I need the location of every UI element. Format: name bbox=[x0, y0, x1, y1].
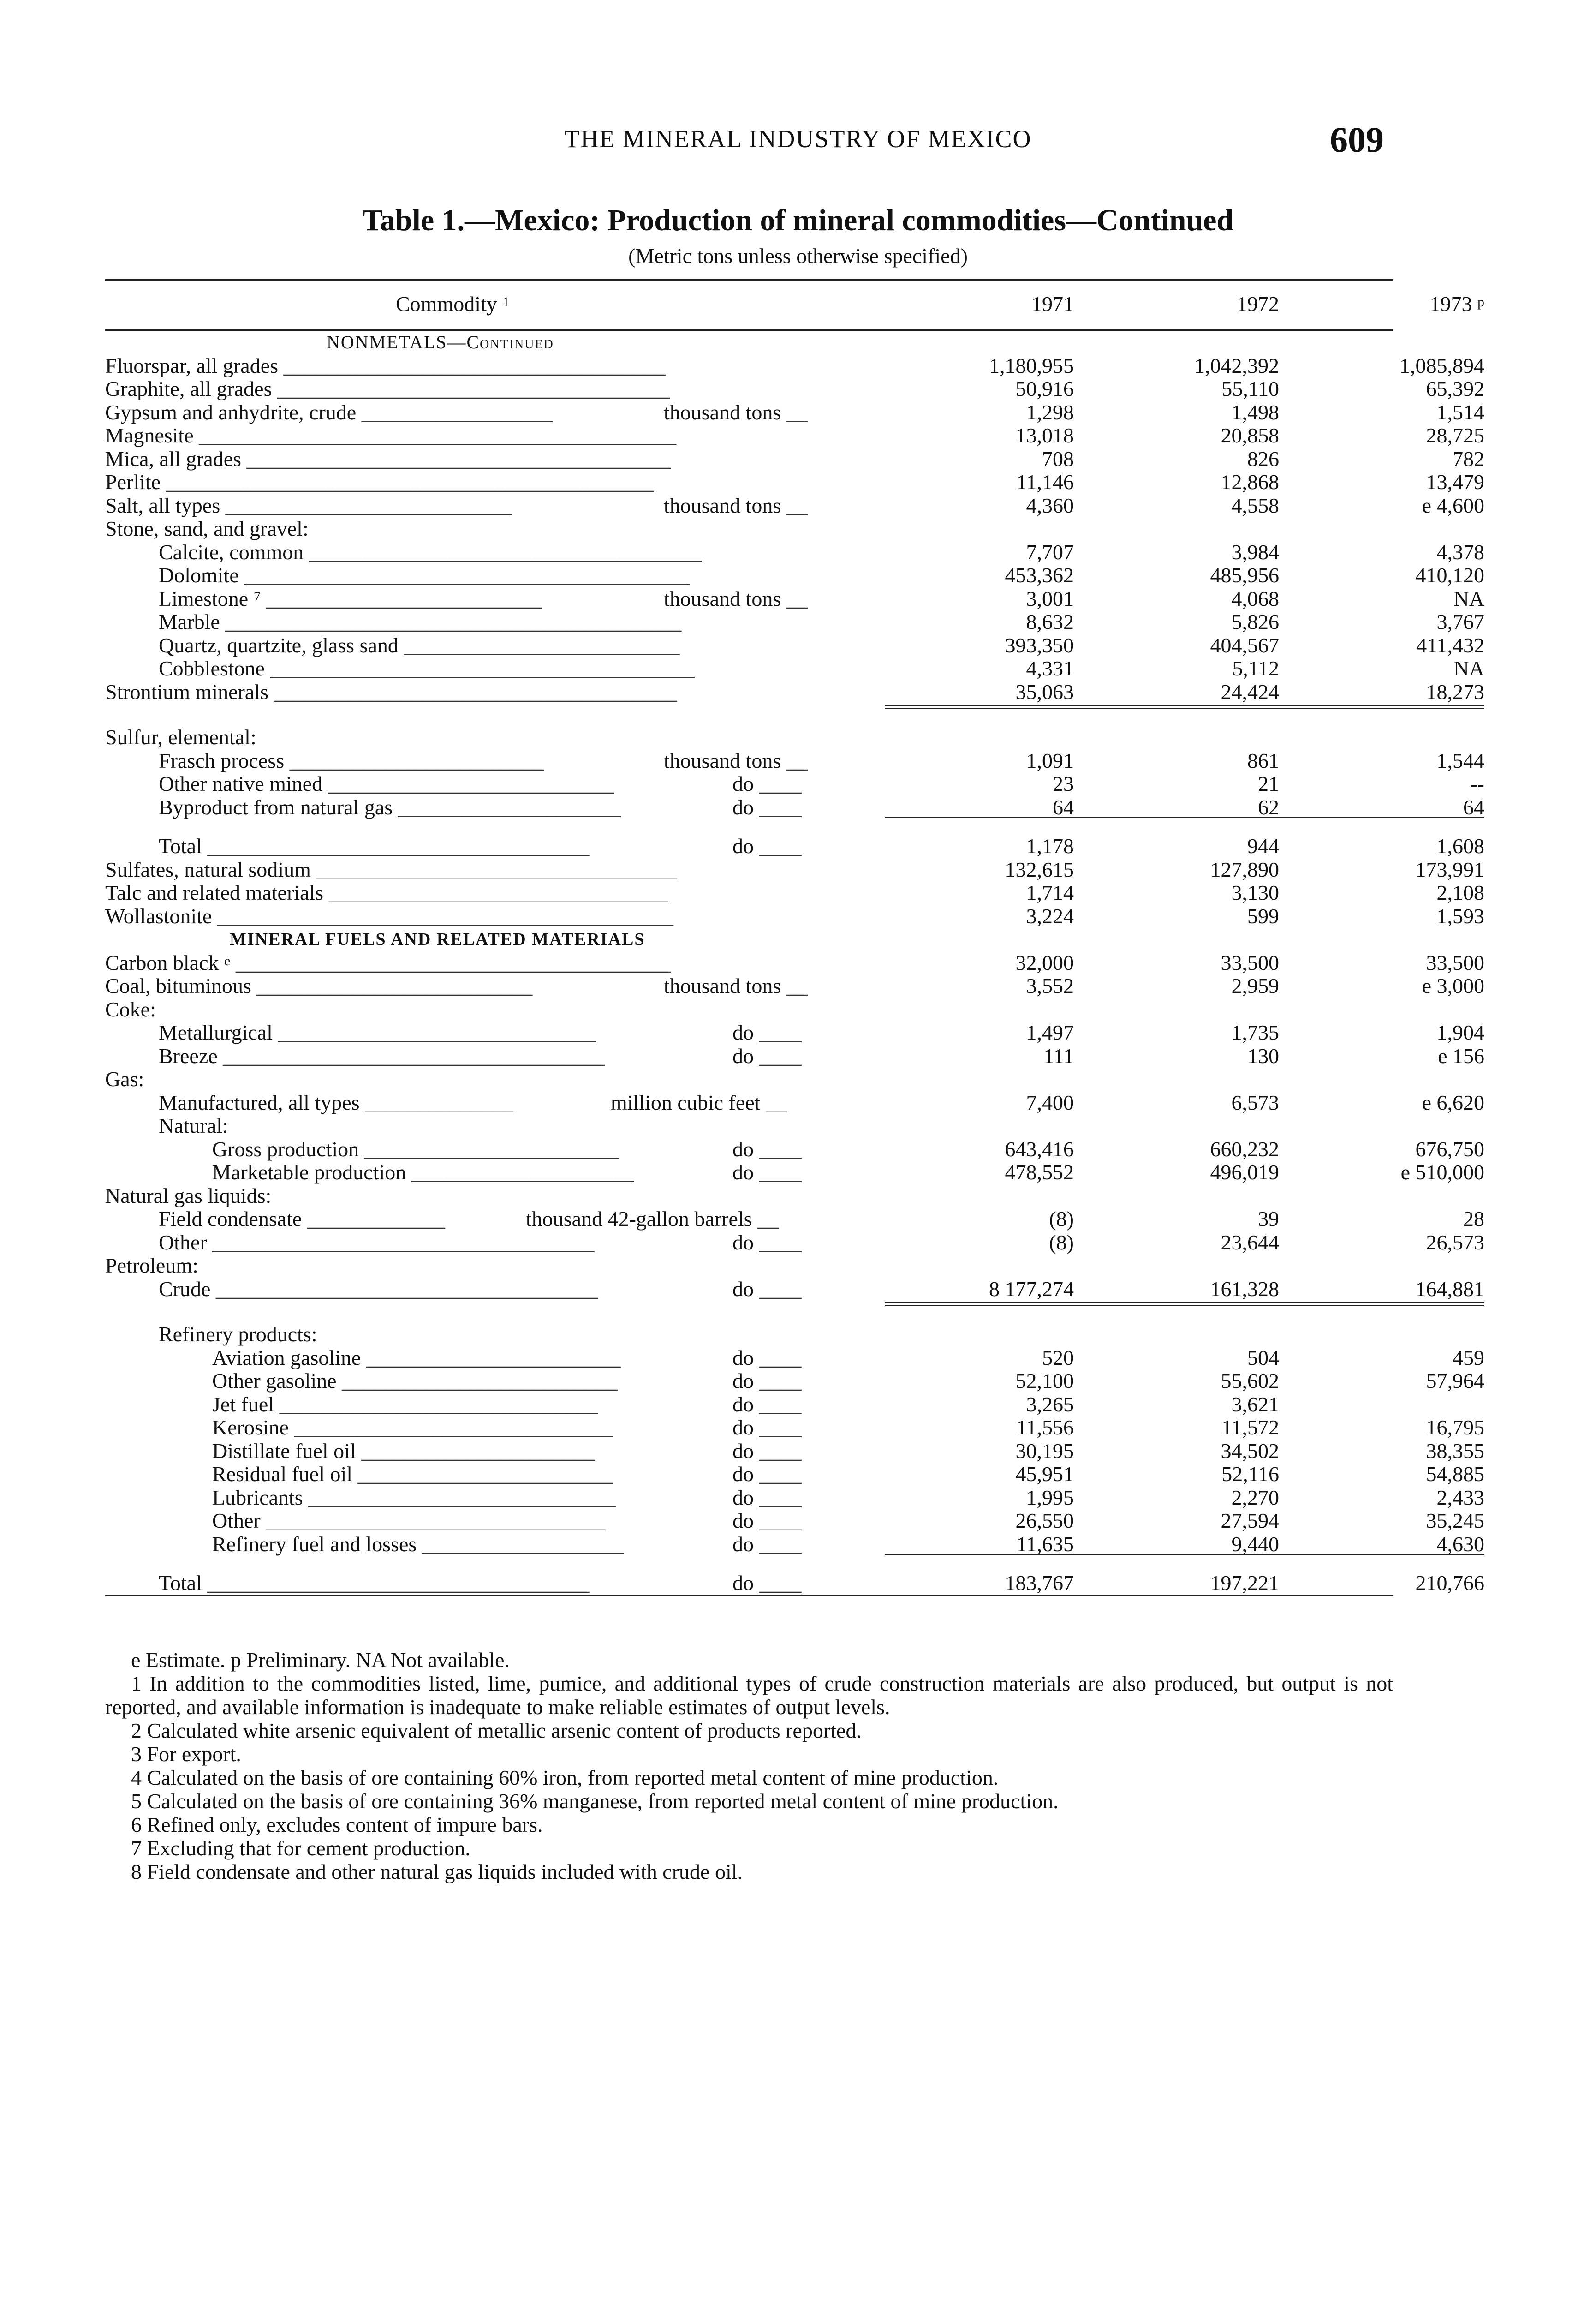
table-row bbox=[105, 1571, 1484, 1596]
cell-1971: 35,063 bbox=[1015, 680, 1074, 704]
cell-1972: 826 bbox=[1247, 447, 1279, 471]
row-label: Marble ___________________________________________ bbox=[159, 610, 682, 634]
cell-1971: 11,635 bbox=[1016, 1532, 1074, 1556]
cell-1971: 183,767 bbox=[1005, 1571, 1074, 1595]
table-row bbox=[105, 563, 1484, 587]
row-unit: do ____ bbox=[732, 1571, 802, 1595]
row-unit: do ____ bbox=[732, 1509, 802, 1532]
row-label: Manufactured, all types ______________ bbox=[159, 1090, 514, 1114]
row-label: Carbon black $^e$ _________________________________________ bbox=[105, 950, 671, 974]
cell-1973: 410,120 bbox=[1415, 563, 1484, 587]
cell-1971: 4,331 bbox=[1026, 657, 1074, 680]
cell-1972: 21 bbox=[1258, 772, 1279, 795]
cell-1973: 18,273 bbox=[1426, 680, 1484, 704]
row-label: Marketable production _____________________ bbox=[212, 1160, 634, 1184]
cell-1972: 34,502 bbox=[1221, 1439, 1279, 1463]
table-row bbox=[105, 1369, 1484, 1393]
cell-1972: 2,959 bbox=[1231, 974, 1279, 998]
cell-1973: 164,881 bbox=[1415, 1277, 1484, 1301]
table-row bbox=[105, 1044, 1484, 1068]
cell-1972: 4,068 bbox=[1231, 586, 1279, 610]
table-row bbox=[105, 834, 1484, 858]
table-row bbox=[105, 772, 1484, 796]
section-heading bbox=[105, 331, 1393, 354]
cell-1972: 599 bbox=[1247, 904, 1279, 928]
row-label: Crude ____________________________________ bbox=[159, 1277, 598, 1301]
cell-1973: 28 bbox=[1463, 1207, 1484, 1231]
row-label: Residual fuel oil ________________________ bbox=[212, 1462, 613, 1486]
cell-1971: 1,091 bbox=[1026, 748, 1074, 772]
cell-1971: 132,615 bbox=[1005, 857, 1074, 881]
cell-1972: 1,498 bbox=[1231, 400, 1279, 424]
table-row bbox=[105, 540, 1484, 564]
footnote: 8 Field condensate and other natural gas liquids included with crude oil. bbox=[131, 1860, 743, 1883]
row-label: Gas: bbox=[105, 1067, 144, 1091]
cell-1972: 55,602 bbox=[1221, 1369, 1279, 1393]
row-unit: do ____ bbox=[732, 834, 802, 858]
cell-1973: 2,433 bbox=[1436, 1485, 1484, 1509]
row-label: Natural: bbox=[159, 1114, 228, 1137]
table-row bbox=[105, 586, 1484, 611]
cell-1973: NA bbox=[1453, 657, 1484, 680]
cell-1971: 8 177,274 bbox=[989, 1277, 1074, 1301]
cell-1972: 485,956 bbox=[1210, 563, 1279, 587]
row-unit: thousand tons __ bbox=[664, 493, 808, 517]
table-row bbox=[105, 1277, 1484, 1301]
row-label: Byproduct from natural gas _____________________ bbox=[159, 795, 621, 819]
table-row bbox=[105, 470, 1484, 494]
cell-1973: 57,964 bbox=[1426, 1369, 1484, 1393]
row-unit: do ____ bbox=[732, 1230, 802, 1254]
table-row bbox=[105, 1068, 1393, 1091]
cell-1971: 45,951 bbox=[1015, 1462, 1074, 1486]
row-label: Gross production ________________________ bbox=[212, 1137, 619, 1161]
row-gap bbox=[105, 819, 1393, 835]
cell-1971: 52,100 bbox=[1015, 1369, 1074, 1393]
production-table bbox=[105, 279, 1484, 1596]
cell-1971: 3,265 bbox=[1026, 1392, 1074, 1416]
table-row bbox=[105, 881, 1484, 905]
table-row bbox=[105, 974, 1484, 998]
row-unit: do ____ bbox=[732, 1392, 802, 1416]
row-unit: thousand tons __ bbox=[664, 748, 808, 772]
cell-1973: 676,750 bbox=[1415, 1137, 1484, 1161]
cell-1973: 782 bbox=[1453, 447, 1484, 471]
row-label: Sulfates, natural sodium __________________________________ bbox=[105, 857, 677, 881]
row-gap bbox=[105, 1556, 1393, 1572]
cell-1973: 1,593 bbox=[1436, 904, 1484, 928]
row-label: Stone, sand, and gravel: bbox=[105, 517, 309, 540]
table-row bbox=[105, 377, 1484, 401]
row-label: Magnesite _____________________________________________ bbox=[105, 424, 677, 447]
cell-1972: 5,112 bbox=[1232, 657, 1279, 680]
cell-1972: 3,621 bbox=[1231, 1392, 1279, 1416]
row-unit: do ____ bbox=[732, 1277, 802, 1301]
cell-1972: 33,500 bbox=[1221, 950, 1279, 974]
table-row bbox=[105, 680, 1484, 704]
cell-1971: 3,001 bbox=[1026, 586, 1074, 610]
row-label: Jet fuel ______________________________ bbox=[212, 1392, 598, 1416]
row-label: Refinery products: bbox=[159, 1322, 317, 1346]
cell-1971: 1,178 bbox=[1026, 834, 1074, 858]
cell-1971: 3,552 bbox=[1026, 974, 1074, 998]
cell-1971: 393,350 bbox=[1005, 633, 1074, 657]
table-row bbox=[105, 633, 1484, 657]
cell-1972: 3,130 bbox=[1231, 881, 1279, 904]
row-label: Graphite, all grades _____________________________________ bbox=[105, 377, 670, 400]
table-row bbox=[105, 1021, 1484, 1045]
row-label: Lubricants _____________________________ bbox=[212, 1485, 616, 1509]
row-unit: do ____ bbox=[732, 1532, 802, 1556]
table-row bbox=[105, 1532, 1484, 1556]
row-label: Coal, bituminous __________________________ bbox=[105, 974, 533, 998]
footnote: e Estimate. p Preliminary. NA Not available. bbox=[131, 1648, 510, 1672]
row-gap bbox=[105, 710, 1393, 726]
cell-1973: 4,378 bbox=[1436, 540, 1484, 564]
cell-1973: NA bbox=[1453, 586, 1484, 610]
table-row bbox=[105, 1416, 1484, 1440]
table-subcaption: (Metric tons unless otherwise specified) bbox=[628, 244, 968, 268]
cell-1971: 11,556 bbox=[1016, 1416, 1074, 1439]
header-commodity: Commodity $^1$ bbox=[396, 292, 510, 316]
table-row bbox=[105, 610, 1484, 634]
row-label: Natural gas liquids: bbox=[105, 1183, 272, 1207]
row-label: Perlite ______________________________________________ bbox=[105, 470, 654, 494]
double-rule bbox=[105, 1301, 1393, 1307]
row-label: Salt, all types ___________________________ bbox=[105, 493, 512, 517]
running-head: THE MINERAL INDUSTRY OF MEXICO bbox=[564, 125, 1032, 153]
cell-1973: 4,630 bbox=[1436, 1532, 1484, 1556]
cell-1972: 944 bbox=[1247, 834, 1279, 858]
footnote: 3 For export. bbox=[131, 1742, 241, 1766]
row-unit: do ____ bbox=[732, 1021, 802, 1044]
row-gap bbox=[105, 1307, 1393, 1323]
row-unit: thousand tons __ bbox=[664, 586, 808, 610]
table-row bbox=[105, 1090, 1484, 1115]
row-unit: do ____ bbox=[732, 772, 802, 795]
row-label: Fluorspar, all grades ____________________________________ bbox=[105, 353, 666, 377]
double-rule bbox=[105, 704, 1393, 710]
cell-1971: 453,362 bbox=[1005, 563, 1074, 587]
cell-1972: 52,116 bbox=[1221, 1462, 1279, 1486]
cell-1972: 197,221 bbox=[1210, 1571, 1279, 1595]
cell-1973: 35,245 bbox=[1426, 1509, 1484, 1532]
row-label: Metallurgical ______________________________ bbox=[159, 1021, 596, 1044]
cell-1971: 1,298 bbox=[1026, 400, 1074, 424]
cell-1973: e 3,000 bbox=[1422, 974, 1484, 998]
cell-1972: 660,232 bbox=[1210, 1137, 1279, 1161]
row-unit: do ____ bbox=[732, 1160, 802, 1184]
table-row bbox=[105, 400, 1484, 424]
row-label: Calcite, common _____________________________________ bbox=[159, 540, 702, 564]
cell-1971: 1,714 bbox=[1026, 881, 1074, 904]
table-row bbox=[105, 857, 1484, 882]
cell-1973: 411,432 bbox=[1416, 633, 1484, 657]
cell-1971: 708 bbox=[1042, 447, 1074, 471]
row-label: Strontium minerals ______________________________________ bbox=[105, 680, 677, 704]
footnote: 2 Calculated white arsenic equivalent of metallic arsenic content of products reported. bbox=[131, 1719, 862, 1742]
row-label: Dolomite __________________________________________ bbox=[159, 563, 690, 587]
cell-1972: 496,019 bbox=[1210, 1160, 1279, 1184]
cell-1971: 1,497 bbox=[1026, 1021, 1074, 1044]
table-row bbox=[105, 795, 1484, 819]
cell-1971: 11,146 bbox=[1016, 470, 1074, 494]
table-row bbox=[105, 1439, 1484, 1463]
cell-1972: 6,573 bbox=[1231, 1090, 1279, 1114]
cell-1972: 27,594 bbox=[1221, 1509, 1279, 1532]
cell-1971: 26,550 bbox=[1015, 1509, 1074, 1532]
table-row bbox=[105, 1323, 1393, 1346]
cell-1972: 62 bbox=[1258, 795, 1279, 819]
cell-1972: 1,735 bbox=[1231, 1021, 1279, 1044]
row-unit: do ____ bbox=[732, 795, 802, 819]
page-number: 609 bbox=[1330, 120, 1384, 160]
cell-1971: 1,180,955 bbox=[989, 353, 1074, 377]
cell-1973: 2,108 bbox=[1436, 881, 1484, 904]
cell-1972: 404,567 bbox=[1210, 633, 1279, 657]
cell-1972: 1,042,392 bbox=[1194, 353, 1279, 377]
row-label: Breeze ____________________________________ bbox=[159, 1044, 605, 1068]
cell-1973: 13,479 bbox=[1426, 470, 1484, 494]
cell-1971: 8,632 bbox=[1026, 610, 1074, 634]
cell-1972: 127,890 bbox=[1210, 857, 1279, 881]
cell-1972: 161,328 bbox=[1210, 1277, 1279, 1301]
table-row bbox=[105, 1160, 1484, 1184]
table-row bbox=[105, 1462, 1484, 1486]
table-row bbox=[105, 950, 1484, 975]
row-label: Refinery fuel and losses ___________________ bbox=[212, 1532, 624, 1556]
cell-1972: 130 bbox=[1247, 1044, 1279, 1068]
cell-1973: 28,725 bbox=[1426, 424, 1484, 447]
row-label: NONMETALS—Continued bbox=[327, 332, 554, 353]
cell-1973: 33,500 bbox=[1426, 950, 1484, 974]
row-unit: thousand tons __ bbox=[664, 974, 808, 998]
cell-1973: 16,795 bbox=[1426, 1416, 1484, 1439]
cell-1973: 1,514 bbox=[1436, 400, 1484, 424]
cell-1973: 38,355 bbox=[1426, 1439, 1484, 1463]
cell-1972: 39 bbox=[1258, 1207, 1279, 1231]
row-unit: thousand tons __ bbox=[664, 400, 808, 424]
cell-1973: 1,608 bbox=[1436, 834, 1484, 858]
cell-1971: 50,916 bbox=[1015, 377, 1074, 400]
row-label: Cobblestone ________________________________________ bbox=[159, 657, 695, 680]
row-label: Talc and related materials ________________________________ bbox=[105, 881, 668, 904]
row-unit: do ____ bbox=[732, 1485, 802, 1509]
row-label: Petroleum: bbox=[105, 1254, 198, 1277]
table-row bbox=[105, 1184, 1393, 1208]
row-unit: million cubic feet __ bbox=[611, 1090, 787, 1114]
cell-1972: 5,826 bbox=[1231, 610, 1279, 634]
cell-1973: 173,991 bbox=[1415, 857, 1484, 881]
row-unit: do ____ bbox=[732, 1439, 802, 1463]
cell-1971: 13,018 bbox=[1015, 424, 1074, 447]
cell-1972: 861 bbox=[1247, 748, 1279, 772]
cell-1971: 7,707 bbox=[1026, 540, 1074, 564]
table-row bbox=[105, 1509, 1484, 1533]
table-row bbox=[105, 1114, 1393, 1138]
table-caption: Table 1.—Mexico: Production of mineral commodities—Continued bbox=[362, 203, 1234, 237]
cell-1971: 30,195 bbox=[1015, 1439, 1074, 1463]
cell-1971: 643,416 bbox=[1005, 1137, 1074, 1161]
row-unit: do ____ bbox=[732, 1137, 802, 1161]
header-1973: 1973 $^p$ bbox=[1429, 292, 1484, 316]
cell-1971: 32,000 bbox=[1015, 950, 1074, 974]
row-label: Other ____________________________________ bbox=[159, 1230, 595, 1254]
cell-1971: 64 bbox=[1053, 795, 1074, 819]
cell-1973: 1,544 bbox=[1436, 748, 1484, 772]
table-body bbox=[105, 331, 1484, 1596]
cell-1973: 65,392 bbox=[1426, 377, 1484, 400]
row-unit: do ____ bbox=[732, 1416, 802, 1439]
row-unit: do ____ bbox=[732, 1044, 802, 1068]
header-1971: 1971 bbox=[1031, 292, 1074, 316]
row-label: Other gasoline __________________________ bbox=[212, 1369, 618, 1393]
footnotes bbox=[105, 1648, 1393, 1883]
cell-1973: 3,767 bbox=[1436, 610, 1484, 634]
table-row bbox=[105, 1393, 1393, 1416]
row-label: Distillate fuel oil ______________________ bbox=[212, 1439, 595, 1463]
cell-1973: e 4,600 bbox=[1422, 493, 1484, 517]
row-label: Total ____________________________________ bbox=[159, 1571, 590, 1595]
cell-1971: (8) bbox=[1049, 1207, 1074, 1231]
cell-1973: 1,904 bbox=[1436, 1021, 1484, 1044]
row-label: Kerosine ______________________________ bbox=[212, 1416, 613, 1439]
row-label: Aviation gasoline ________________________ bbox=[212, 1345, 621, 1369]
cell-1971: 1,995 bbox=[1026, 1485, 1074, 1509]
table-row bbox=[105, 1230, 1484, 1255]
table-row bbox=[105, 748, 1484, 773]
cell-1973: e 156 bbox=[1438, 1044, 1484, 1068]
cell-1973: -- bbox=[1470, 772, 1484, 795]
row-label: Total ____________________________________ bbox=[159, 834, 590, 858]
section-heading bbox=[105, 928, 1393, 951]
cell-1973: e 510,000 bbox=[1400, 1160, 1484, 1184]
header-1972: 1972 bbox=[1237, 292, 1279, 316]
cell-1973: 26,573 bbox=[1426, 1230, 1484, 1254]
row-label: Limestone $^7$ __________________________ bbox=[159, 586, 542, 610]
cell-1971: 111 bbox=[1043, 1044, 1074, 1068]
cell-1972: 23,644 bbox=[1221, 1230, 1279, 1254]
table-row bbox=[105, 517, 1393, 541]
row-label: Coke: bbox=[105, 997, 156, 1021]
cell-1973: e 6,620 bbox=[1422, 1090, 1484, 1114]
cell-1972: 24,424 bbox=[1221, 680, 1279, 704]
row-unit: do ____ bbox=[732, 1462, 802, 1486]
row-label: Gypsum and anhydrite, crude __________________ bbox=[105, 400, 553, 424]
footnote: 1 In addition to the commodities listed, lime, pumice, and additional types of crude construction materials are also produced, but output is not reported, and available information is inadequate to make reliable estimates of output levels. bbox=[105, 1672, 1393, 1719]
row-label: MINERAL FUELS AND RELATED MATERIALS bbox=[230, 930, 645, 949]
row-label: Frasch process ________________________ bbox=[159, 748, 544, 772]
cell-1973: 210,766 bbox=[1415, 1571, 1484, 1595]
table-row bbox=[105, 726, 1393, 749]
row-unit: do ____ bbox=[732, 1345, 802, 1369]
row-label: Sulfur, elemental: bbox=[105, 725, 256, 749]
cell-1971: 23 bbox=[1053, 772, 1074, 795]
table-row bbox=[105, 353, 1484, 378]
cell-1973: 64 bbox=[1463, 795, 1484, 819]
table-row bbox=[105, 1485, 1484, 1510]
footnote: 4 Calculated on the basis of ore containing 60% iron, from reported metal content of mine production. bbox=[131, 1766, 999, 1789]
table-row bbox=[105, 447, 1484, 471]
row-unit: do ____ bbox=[732, 1369, 802, 1393]
row-label: Mica, all grades ________________________________________ bbox=[105, 447, 671, 471]
table-row bbox=[105, 1345, 1484, 1370]
cell-1971: 4,360 bbox=[1026, 493, 1074, 517]
cell-1971: 7,400 bbox=[1026, 1090, 1074, 1114]
table-row bbox=[105, 998, 1393, 1022]
row-label: Other ________________________________ bbox=[212, 1509, 606, 1532]
cell-1971: (8) bbox=[1049, 1230, 1074, 1254]
cell-1971: 478,552 bbox=[1005, 1160, 1074, 1184]
cell-1972: 4,558 bbox=[1231, 493, 1279, 517]
cell-1972: 504 bbox=[1247, 1345, 1279, 1369]
cell-1972: 2,270 bbox=[1231, 1485, 1279, 1509]
table-row bbox=[105, 424, 1484, 448]
table-row bbox=[105, 657, 1484, 681]
footnote: 5 Calculated on the basis of ore containing 36% manganese, from reported metal content of mine production. bbox=[131, 1789, 1059, 1813]
cell-1971: 520 bbox=[1042, 1345, 1074, 1369]
table-row bbox=[105, 904, 1484, 928]
table-row bbox=[105, 1207, 1484, 1231]
table-row bbox=[105, 493, 1484, 518]
table-row bbox=[105, 1137, 1484, 1161]
cell-1972: 3,984 bbox=[1231, 540, 1279, 564]
cell-1972: 55,110 bbox=[1221, 377, 1279, 400]
row-unit: thousand 42-gallon barrels __ bbox=[526, 1207, 779, 1231]
cell-1971: 3,224 bbox=[1026, 904, 1074, 928]
row-label: Quartz, quartzite, glass sand __________________________ bbox=[159, 633, 680, 657]
cell-1972: 9,440 bbox=[1231, 1532, 1279, 1556]
cell-1972: 11,572 bbox=[1221, 1416, 1279, 1439]
table-row bbox=[105, 1254, 1393, 1278]
cell-1972: 20,858 bbox=[1221, 424, 1279, 447]
row-label: Other native mined ___________________________ bbox=[159, 772, 614, 795]
cell-1973: 54,885 bbox=[1426, 1462, 1484, 1486]
row-label: Wollastonite ___________________________________________ bbox=[105, 904, 673, 928]
footnote: 7 Excluding that for cement production. bbox=[131, 1836, 470, 1860]
cell-1973: 459 bbox=[1453, 1345, 1484, 1369]
footnote: 6 Refined only, excludes content of impure bars. bbox=[131, 1813, 543, 1836]
row-label: Field condensate _____________ bbox=[159, 1207, 445, 1231]
table-header bbox=[105, 279, 1484, 331]
cell-1972: 12,868 bbox=[1221, 470, 1279, 494]
cell-1973: 1,085,894 bbox=[1399, 353, 1484, 377]
